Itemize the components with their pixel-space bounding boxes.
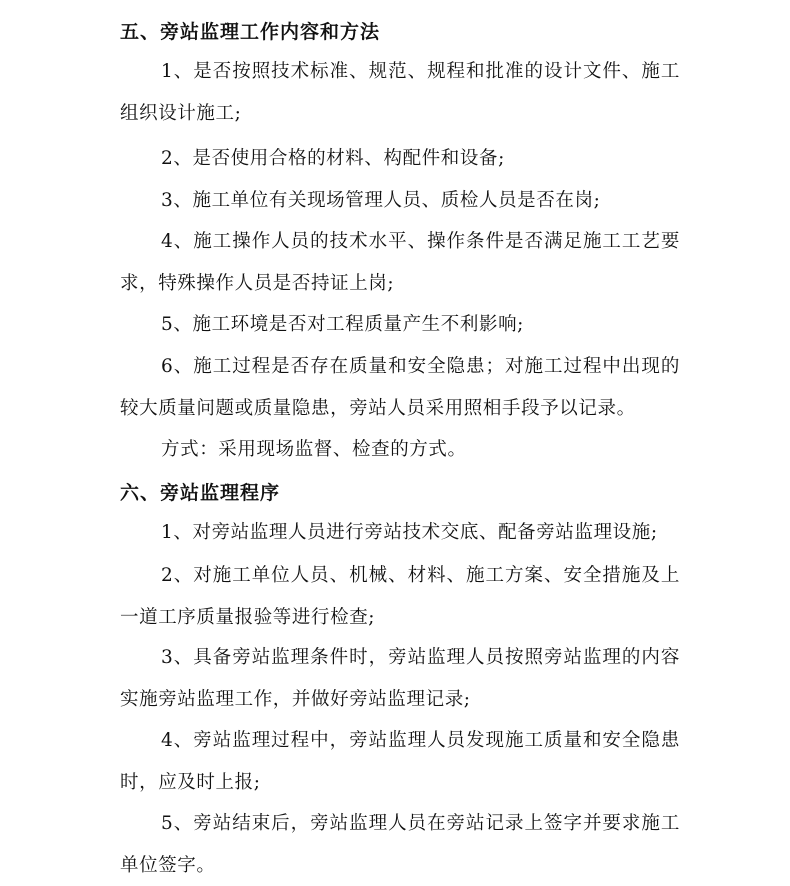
section-6-item-1: 1、对旁站监理人员进行旁站技术交底、配备旁站监理设施; bbox=[161, 522, 658, 543]
section-5-item-1: 1、是否按照技术标准、规范、规程和批准的设计文件、施工组织设计施工; bbox=[120, 61, 680, 124]
section-6-item-4: 4、旁站监理过程中，旁站监理人员发现施工质量和安全隐患时，应及时上报; bbox=[120, 730, 680, 793]
section-5-item-2: 2、是否使用合格的材料、构配件和设备; bbox=[161, 148, 505, 169]
section-6-item-2: 2、对施工单位人员、机械、材料、施工方案、安全措施及上一道工序质量报验等进行检查; bbox=[120, 565, 680, 628]
section-6-item-5: 5、旁站结束后，旁站监理人员在旁站记录上签字并要求施工单位签字。 bbox=[120, 813, 680, 876]
section-heading-5: 五、旁站监理工作内容和方法 bbox=[120, 21, 381, 43]
section-5-method: 方式：采用现场监督、检查的方式。 bbox=[161, 439, 467, 460]
section-5-item-3: 3、施工单位有关现场管理人员、质检人员是否在岗; bbox=[161, 190, 601, 211]
section-6-item-3: 3、具备旁站监理条件时，旁站监理人员按照旁站监理的内容实施旁站监理工作，并做好旁站监理记录; bbox=[120, 647, 680, 710]
section-5-item-4: 4、施工操作人员的技术水平、操作条件是否满足施工工艺要求，特殊操作人员是否持证上岗; bbox=[120, 231, 680, 294]
section-5-item-6: 6、施工过程是否存在质量和安全隐患；对施工过程中出现的较大质量问题或质量隐患，旁站人员采用照相手段予以记录。 bbox=[120, 356, 680, 419]
section-heading-6: 六、旁站监理程序 bbox=[120, 482, 281, 504]
section-5-item-5: 5、施工环境是否对工程质量产生不利影响; bbox=[161, 314, 525, 335]
